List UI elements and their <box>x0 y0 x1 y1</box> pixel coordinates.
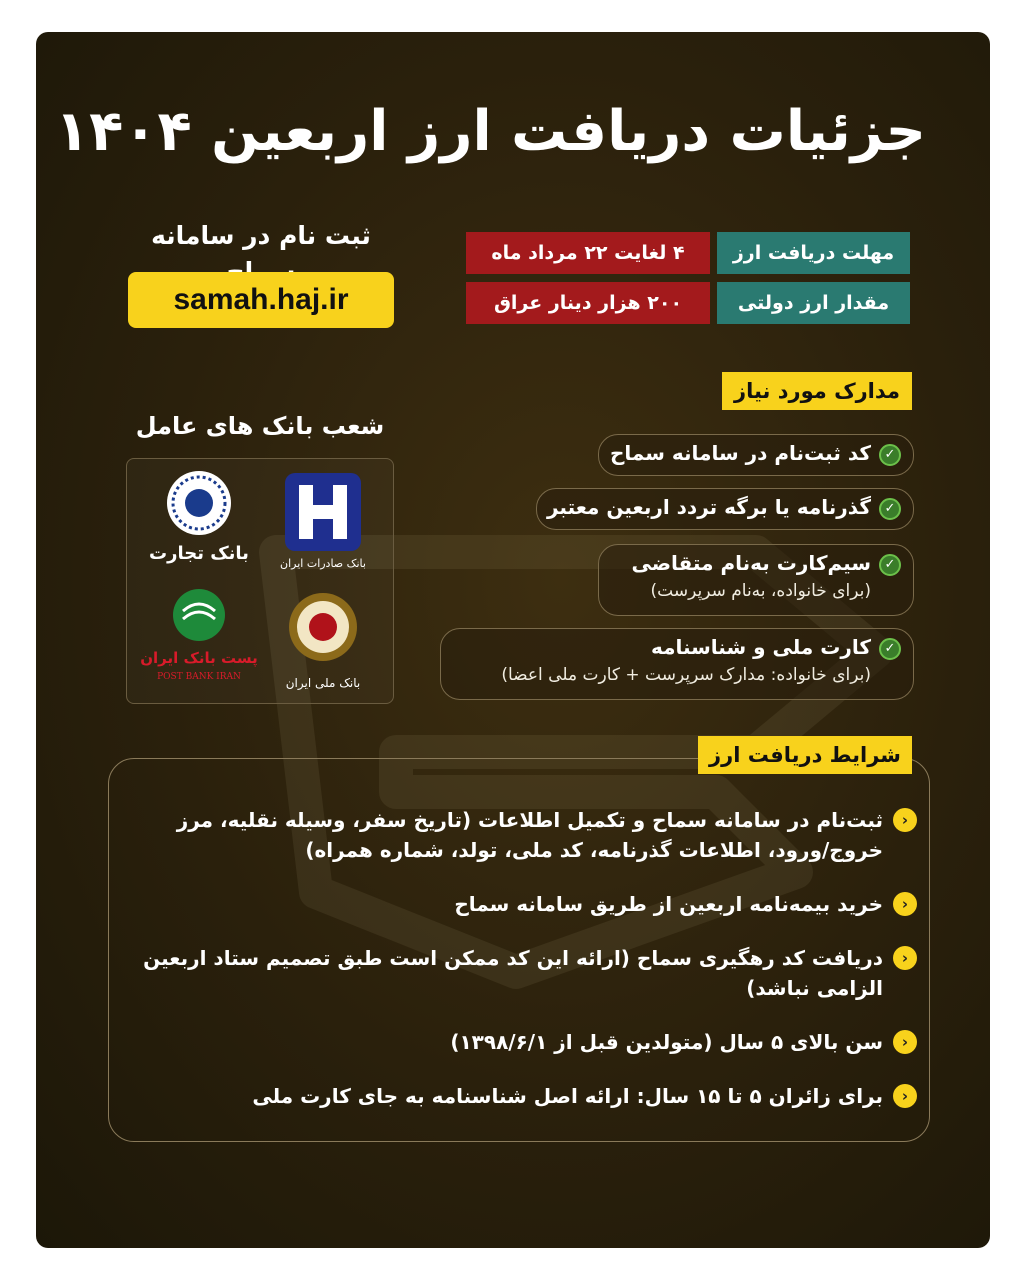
document-note: (برای خانواده، به‌نام سرپرست) <box>650 581 871 601</box>
condition-text: دریافت کد رهگیری سماح (ارائه این کد ممکن است طبق تصمیم ستاد اربعین الزامی نباشد) <box>143 946 883 1000</box>
post-bank-english-name: POST BANK IRAN <box>157 672 241 682</box>
banks-heading: شعب بانک های عامل <box>135 412 385 440</box>
chevron-left-icon: ‹ <box>893 1084 917 1108</box>
infographic-card <box>36 32 990 1248</box>
document-text: کد ثبت‌نام در سامانه سماح <box>609 441 871 465</box>
condition-text: خرید بیمه‌نامه اربعین از طریق سامانه سماح <box>454 892 883 916</box>
chevron-left-icon: ‹ <box>893 1030 917 1054</box>
documents-heading: مدارک مورد نیاز <box>722 372 912 410</box>
document-note: (برای خانواده: مدارک سرپرست + کارت ملی اعضا) <box>501 665 871 685</box>
conditions-box <box>108 758 930 1142</box>
banks-logo-box <box>126 458 394 704</box>
conditions-heading: شرایط دریافت ارز <box>698 736 912 774</box>
deadline-label: مهلت دریافت ارز <box>717 232 910 274</box>
condition-text: برای زائران ۵ تا ۱۵ سال: ارائه اصل شناسنامه به جای کارت ملی <box>252 1084 883 1108</box>
condition-item <box>121 805 917 865</box>
bank-saderat-logo <box>263 467 383 577</box>
condition-item <box>121 1081 917 1111</box>
check-icon: ✓ <box>879 444 901 466</box>
amount-value: ۲۰۰ هزار دینار عراق <box>466 282 710 324</box>
check-icon: ✓ <box>879 554 901 576</box>
bank-tejarat-name: بانک تجارت <box>149 543 249 564</box>
document-text: گذرنامه یا برگه تردد اربعین معتبر <box>546 495 871 519</box>
document-item <box>598 544 914 616</box>
bank-tejarat-logo <box>139 467 259 577</box>
chevron-left-icon: ‹ <box>893 808 917 832</box>
condition-item <box>121 889 917 919</box>
document-item <box>598 434 914 476</box>
amount-label: مقدار ارز دولتی <box>717 282 910 324</box>
condition-text: سن بالای ۵ سال (متولدین قبل از ۱۳۹۸/۶/۱) <box>450 1030 883 1054</box>
document-item <box>440 628 914 700</box>
post-bank-logo <box>139 587 259 697</box>
document-text: کارت ملی و شناسنامه <box>650 635 871 659</box>
document-item <box>536 488 914 530</box>
bank-melli-logo <box>263 587 383 697</box>
check-icon: ✓ <box>879 638 901 660</box>
post-bank-name: پست بانک ایران <box>140 649 258 667</box>
condition-item <box>121 943 917 1003</box>
deadline-value: ۴ لغایت ۲۲ مرداد ماه <box>466 232 710 274</box>
condition-item <box>121 1027 917 1057</box>
bank-melli-name: بانک ملی ایران <box>285 676 361 690</box>
document-text: سیم‌کارت به‌نام متقاضی <box>631 551 871 575</box>
samah-site-link[interactable]: samah.haj.ir <box>128 272 394 328</box>
check-icon: ✓ <box>879 498 901 520</box>
registration-label: ثبت نام در سامانه <box>151 221 371 250</box>
chevron-left-icon: ‹ <box>893 946 917 970</box>
chevron-left-icon: ‹ <box>893 892 917 916</box>
page-title: جزئیات دریافت ارز اربعین ۱۴۰۴ <box>54 99 926 164</box>
condition-text: ثبت‌نام در سامانه سماح و تکمیل اطلاعات (تاریخ سفر، وسیله نقلیه، مرز خروج/ورود، اطلاعات گذرنامه، کد ملی، تولد، شماره همراه) <box>176 808 883 862</box>
bank-saderat-name: بانک صادرات ایران <box>280 557 366 570</box>
